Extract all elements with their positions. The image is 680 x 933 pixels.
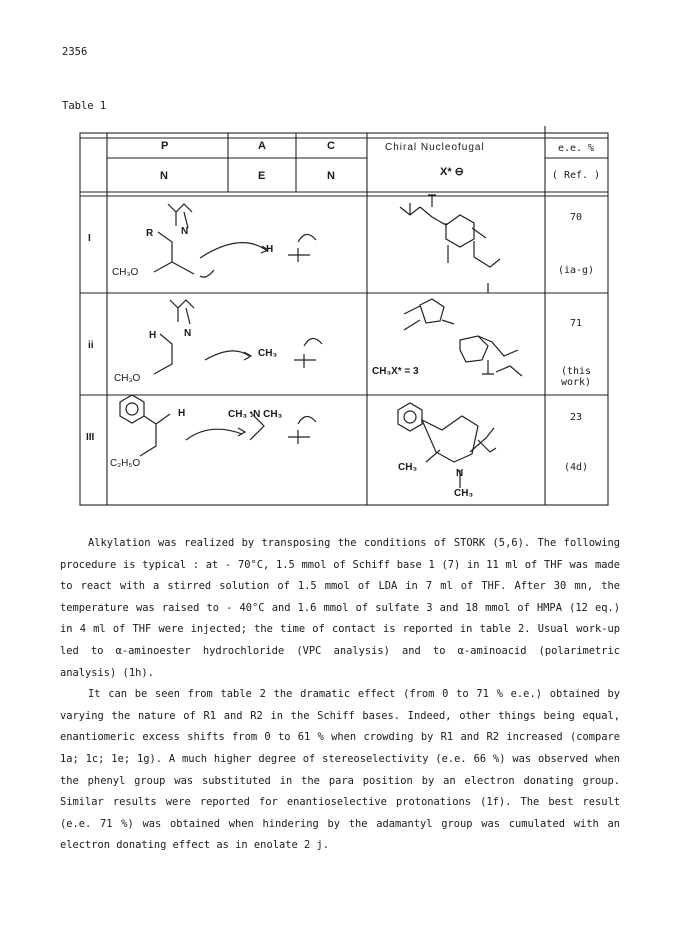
row3-c2h5o: C₂H₅O <box>110 458 141 469</box>
row2-reagent-label: CH₃X* = 3 <box>372 366 419 377</box>
row1-r-label: R <box>146 228 154 239</box>
row2-nucleofuge <box>404 299 522 376</box>
header-chiral-symbol: X* ⊖ <box>440 166 464 178</box>
body-text <box>60 533 620 857</box>
header-c: C <box>327 140 335 152</box>
paragraph-1: Alkylation was realized by transposing the conditions of STORK (5,6). The following procedure is typical : at - 70°C, 1.5 mmol of Schiff base 1 (7) in 11 ml of THF was made to react with a stirred solution of 1.5 mmol of LDA in 7 ml of THF. After 30 mn, the temperature was raised to - 40°C and 1.6 mmol of sulfate 3 and 18 mmol of HMPA (12 eq.) in 4 ml of THF were injected; the time of contact is reported in table 2. Usual work-up led to α-aminoester hydrochloride (VPC analysis) and to α-aminoacid (polarimetric analysis) (1h). <box>60 537 620 679</box>
row1-ch3o: CH₃O <box>112 267 139 278</box>
row3-n: N <box>456 468 464 479</box>
row3-ee: 23 <box>569 412 583 423</box>
header-n1: N <box>160 170 168 182</box>
row3-h-label: H <box>178 408 186 419</box>
row2-electrophile: CH₃ <box>258 348 278 359</box>
row1-ref: (ia-g) <box>557 265 595 276</box>
header-p: P <box>161 140 169 152</box>
row2-structure <box>154 300 322 374</box>
header-chiral: Chiral Nucleofugal <box>385 142 485 153</box>
row2-n-label: N <box>184 328 192 339</box>
row3-nch3: CH₃ <box>454 488 474 499</box>
row1-n-label: N <box>181 226 189 237</box>
header-ee: e.e. % <box>557 143 595 154</box>
row3-ref: (4d) <box>563 462 589 473</box>
header-n2: N <box>327 170 335 182</box>
row3-nucleofuge <box>398 403 496 488</box>
row1-electrophile: H <box>266 244 274 255</box>
row3-roman: III <box>86 432 95 443</box>
row2-h-label: H <box>149 330 157 341</box>
header-e: E <box>258 170 266 182</box>
row3-ch3: CH₃ <box>398 462 418 473</box>
row2-roman: ii <box>88 340 94 351</box>
row3-structure <box>120 395 316 456</box>
paragraph-2: It can be seen from table 2 the dramatic effect (from 0 to 71 % e.e.) obtained by varying the nature of R1 and R2 in the Schiff bases. Indeed, other things being equal, enantiomeric excess shifts from 0 to 61 % when crowding by R1 and R2 increased (compare 1a; 1c; 1e; 1g). A much higher degree of stereoselectivity (e.e. 66 %) was observed when the phenyl group was substituted in the para position by an electron donating group. Similar results were reported for enantioselective protonations (1f). The best result (e.e. 71 %) was obtained when hindering by the adamantyl group was cumulated with an electron donating effect as in enolate 2 j. <box>60 688 620 852</box>
header-a: A <box>258 140 266 152</box>
table-label: Table 1 <box>62 100 107 112</box>
row3-electrophile: CH₃ :N CH₃ <box>228 409 283 420</box>
row1-ee: 70 <box>569 212 583 223</box>
row2-ch3o: CH₃O <box>114 373 141 384</box>
row2-ee: 71 <box>569 318 583 329</box>
row1-roman: I <box>88 233 91 244</box>
page-number: 2356 <box>62 46 88 58</box>
header-ref: ( Ref. ) <box>551 170 601 181</box>
row1-nucleofuge <box>400 195 500 293</box>
row2-ref: (this work) <box>560 366 592 388</box>
row1-structure <box>154 204 316 277</box>
